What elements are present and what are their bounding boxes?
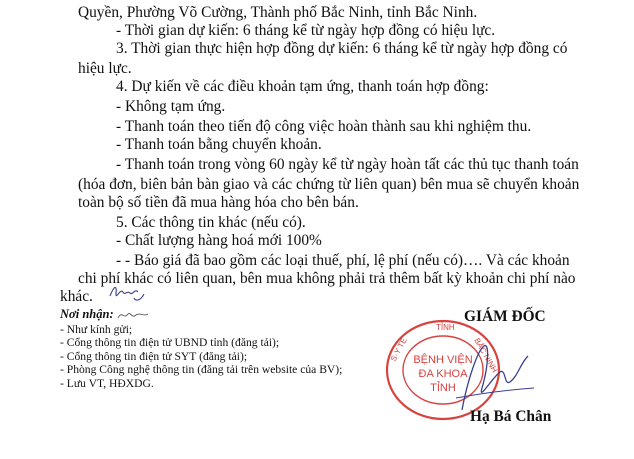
recipient-item-5: - Lưu VT, HĐXDG. [60, 377, 154, 390]
body-line-14: - - Báo giá đã bao gồm các loại thuế, phí, lệ phí (nếu có)…. Và các khoản [116, 252, 570, 269]
body-line-10: (hóa đơn, biên bản bàn giao và các chứng từ liên quan) bên mua sẽ chuyển khoản [78, 176, 580, 193]
seal-line-3: TỈNH [430, 382, 456, 394]
body-line-2: - Thời gian dự kiến: 6 tháng kể từ ngày hợp đồng có hiệu lực. [116, 22, 496, 39]
body-line-7: - Thanh toán theo tiến độ công việc hoàn thành sau khi nghiệm thu. [116, 118, 532, 135]
body-line-6: - Không tạm ứng. [116, 98, 226, 115]
seal-ring-right: BẮC NINH [472, 336, 500, 375]
body-line-12: 5. Các thông tin khác (nếu có). [116, 214, 306, 231]
seal-line-2: ĐA KHOA [418, 368, 468, 380]
recipients-title: Nơi nhận: [60, 307, 114, 321]
body-line-1: Quyền, Phường Võ Cường, Thành phố Bắc Ninh, tỉnh Bắc Ninh. [78, 4, 478, 21]
body-line-11: toàn bộ số tiền đã mua hàng hóa cho bên bán. [78, 194, 359, 211]
body-line-8: - Thanh toán bằng chuyển khoản. [116, 136, 322, 153]
body-line-9: - Thanh toán trong vòng 60 ngày kể từ ngày hoàn tất các thủ tục thanh toán [116, 156, 579, 173]
signature-title: GIÁM ĐỐC [464, 308, 546, 325]
body-line-4: hiệu lực. [78, 60, 132, 77]
body-line-16: khác. [60, 288, 93, 305]
body-line-13: - Chất lượng hàng hoá mới 100% [116, 232, 322, 249]
initial-mark-icon [116, 308, 150, 322]
seal-ring-left: S·Y TẾ [388, 336, 409, 363]
body-line-5: 4. Dự kiến về các điều khoản tạm ứng, thanh toán hợp đồng: [116, 78, 489, 95]
signer-name: Hạ Bá Chân [470, 408, 552, 425]
seal-ring-top: TỈNH [436, 323, 455, 332]
initial-signature-icon [108, 280, 146, 304]
recipient-item-4: - Phòng Công nghệ thông tin (đăng tải trên website của BV); [60, 363, 343, 376]
body-line-3: 3. Thời gian thực hiện hợp đồng dự kiến: 6 tháng kể từ ngày hợp đồng có [116, 40, 568, 57]
body-line-15: chi phí khác có liên quan, bên mua không phải trả thêm bất kỳ khoản chi phí nào [78, 270, 576, 287]
recipient-item-3: - Cổng thông tin điện tử SYT (đăng tải); [60, 350, 248, 363]
recipient-item-1: - Như kính gửi; [60, 323, 133, 336]
recipient-item-2: - Cổng thông tin điện tử UBND tỉnh (đăng tải); [60, 336, 280, 349]
seal-line-1: BỆNH VIỆN [413, 354, 473, 366]
